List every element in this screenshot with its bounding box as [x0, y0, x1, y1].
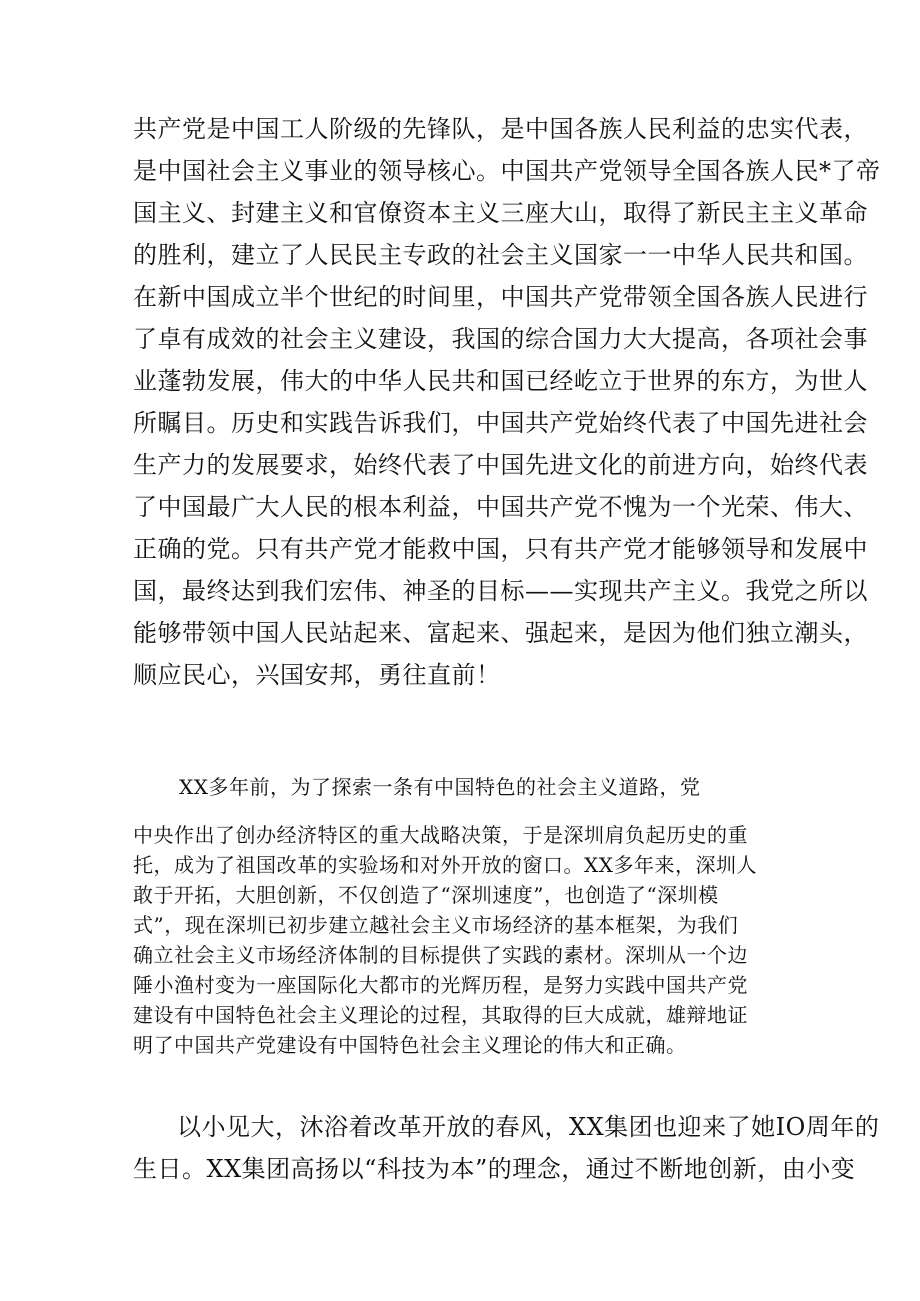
text-line: 了卓有成效的社会主义建设，我国的综合国力大大提高，各项社会事 — [133, 325, 868, 353]
text-line: 生产力的发展要求，始终代表了中国先进文化的前进方向，始终代表 — [133, 451, 868, 479]
text-line: 式”，现在深圳已初步建立越社会主义市场经济的基本框架，为我们 — [133, 913, 739, 937]
text-line: 的胜利，建立了人民民主专政的社会主义国家一一中华人民共和国。 — [133, 241, 868, 269]
text-line: 确立社会主义市场经济体制的目标提供了实践的素材。深圳从一个边 — [133, 943, 748, 967]
text-line: 共产党是中国工人阶级的先锋队，是中国各族人民利益的忠实代表， — [133, 115, 868, 143]
text-line: 敢于开拓，大胆创新，不仅创造了“深圳速度”，也创造了“深圳模 — [133, 883, 719, 907]
text-line: 陲小渔村变为一座国际化大都市的光辉历程，是努力实践中国共产党 — [133, 973, 748, 997]
text-line: 所瞩目。历史和实践告诉我们，中国共产党始终代表了中国先进社会 — [133, 409, 868, 437]
text-line: 生日。XX集团高扬以“科技为本”的理念，通过不断地创新，由小变 — [133, 1155, 856, 1183]
text-line: 以小见大，沐浴着改革开放的春风，XX集团也迎来了她IO周年的 — [177, 1113, 880, 1141]
text-line: 托，成为了祖国改革的实验场和对外开放的窗口。XX多年来，深圳人 — [133, 853, 757, 877]
text-line: 业蓬勃发展，伟大的中华人民共和国已经屹立于世界的东方，为世人 — [133, 367, 868, 395]
text-line: 中央作出了创办经济特区的重大战略决策，于是深圳肩负起历史的重 — [133, 823, 748, 847]
text-line: 明了中国共产党建设有中国特色社会主义理论的伟大和正确。 — [133, 1033, 687, 1057]
text-line: 正确的党。只有共产党才能救中国，只有共产党才能够领导和发展中 — [133, 535, 868, 563]
text-line: 在新中国成立半个世纪的时间里，中国共产党带领全国各族人民进行 — [133, 283, 868, 311]
text-line: 建设有中国特色社会主义理论的过程，其取得的巨大成就，雄辩地证 — [133, 1003, 748, 1027]
text-line: 国主义、封建主义和官僚资本主义三座大山，取得了新民主主义革命 — [133, 199, 868, 227]
text-line: 了中国最广大人民的根本利益，中国共产党不愧为一个光荣、伟大、 — [133, 493, 868, 521]
paragraph-3 — [133, 1106, 880, 1190]
text-line: 顺应民心，兴国安邦，勇往直前！ — [133, 661, 501, 689]
paragraph-1 — [133, 108, 881, 696]
text-line: XX多年前，为了探索一条有中国特色的社会主义道路，党 — [179, 775, 701, 799]
text-line: 国，最终达到我们宏伟、神圣的目标——实现共产主义。我党之所以 — [133, 577, 868, 605]
text-line: 是中国社会主义事业的领导核心。中国共产党领导全国各族人民*了帝 — [133, 157, 881, 185]
text-line: 能够带领中国人民站起来、富起来、强起来，是因为他们独立潮头， — [133, 619, 868, 647]
paragraph-2 — [133, 772, 823, 1060]
